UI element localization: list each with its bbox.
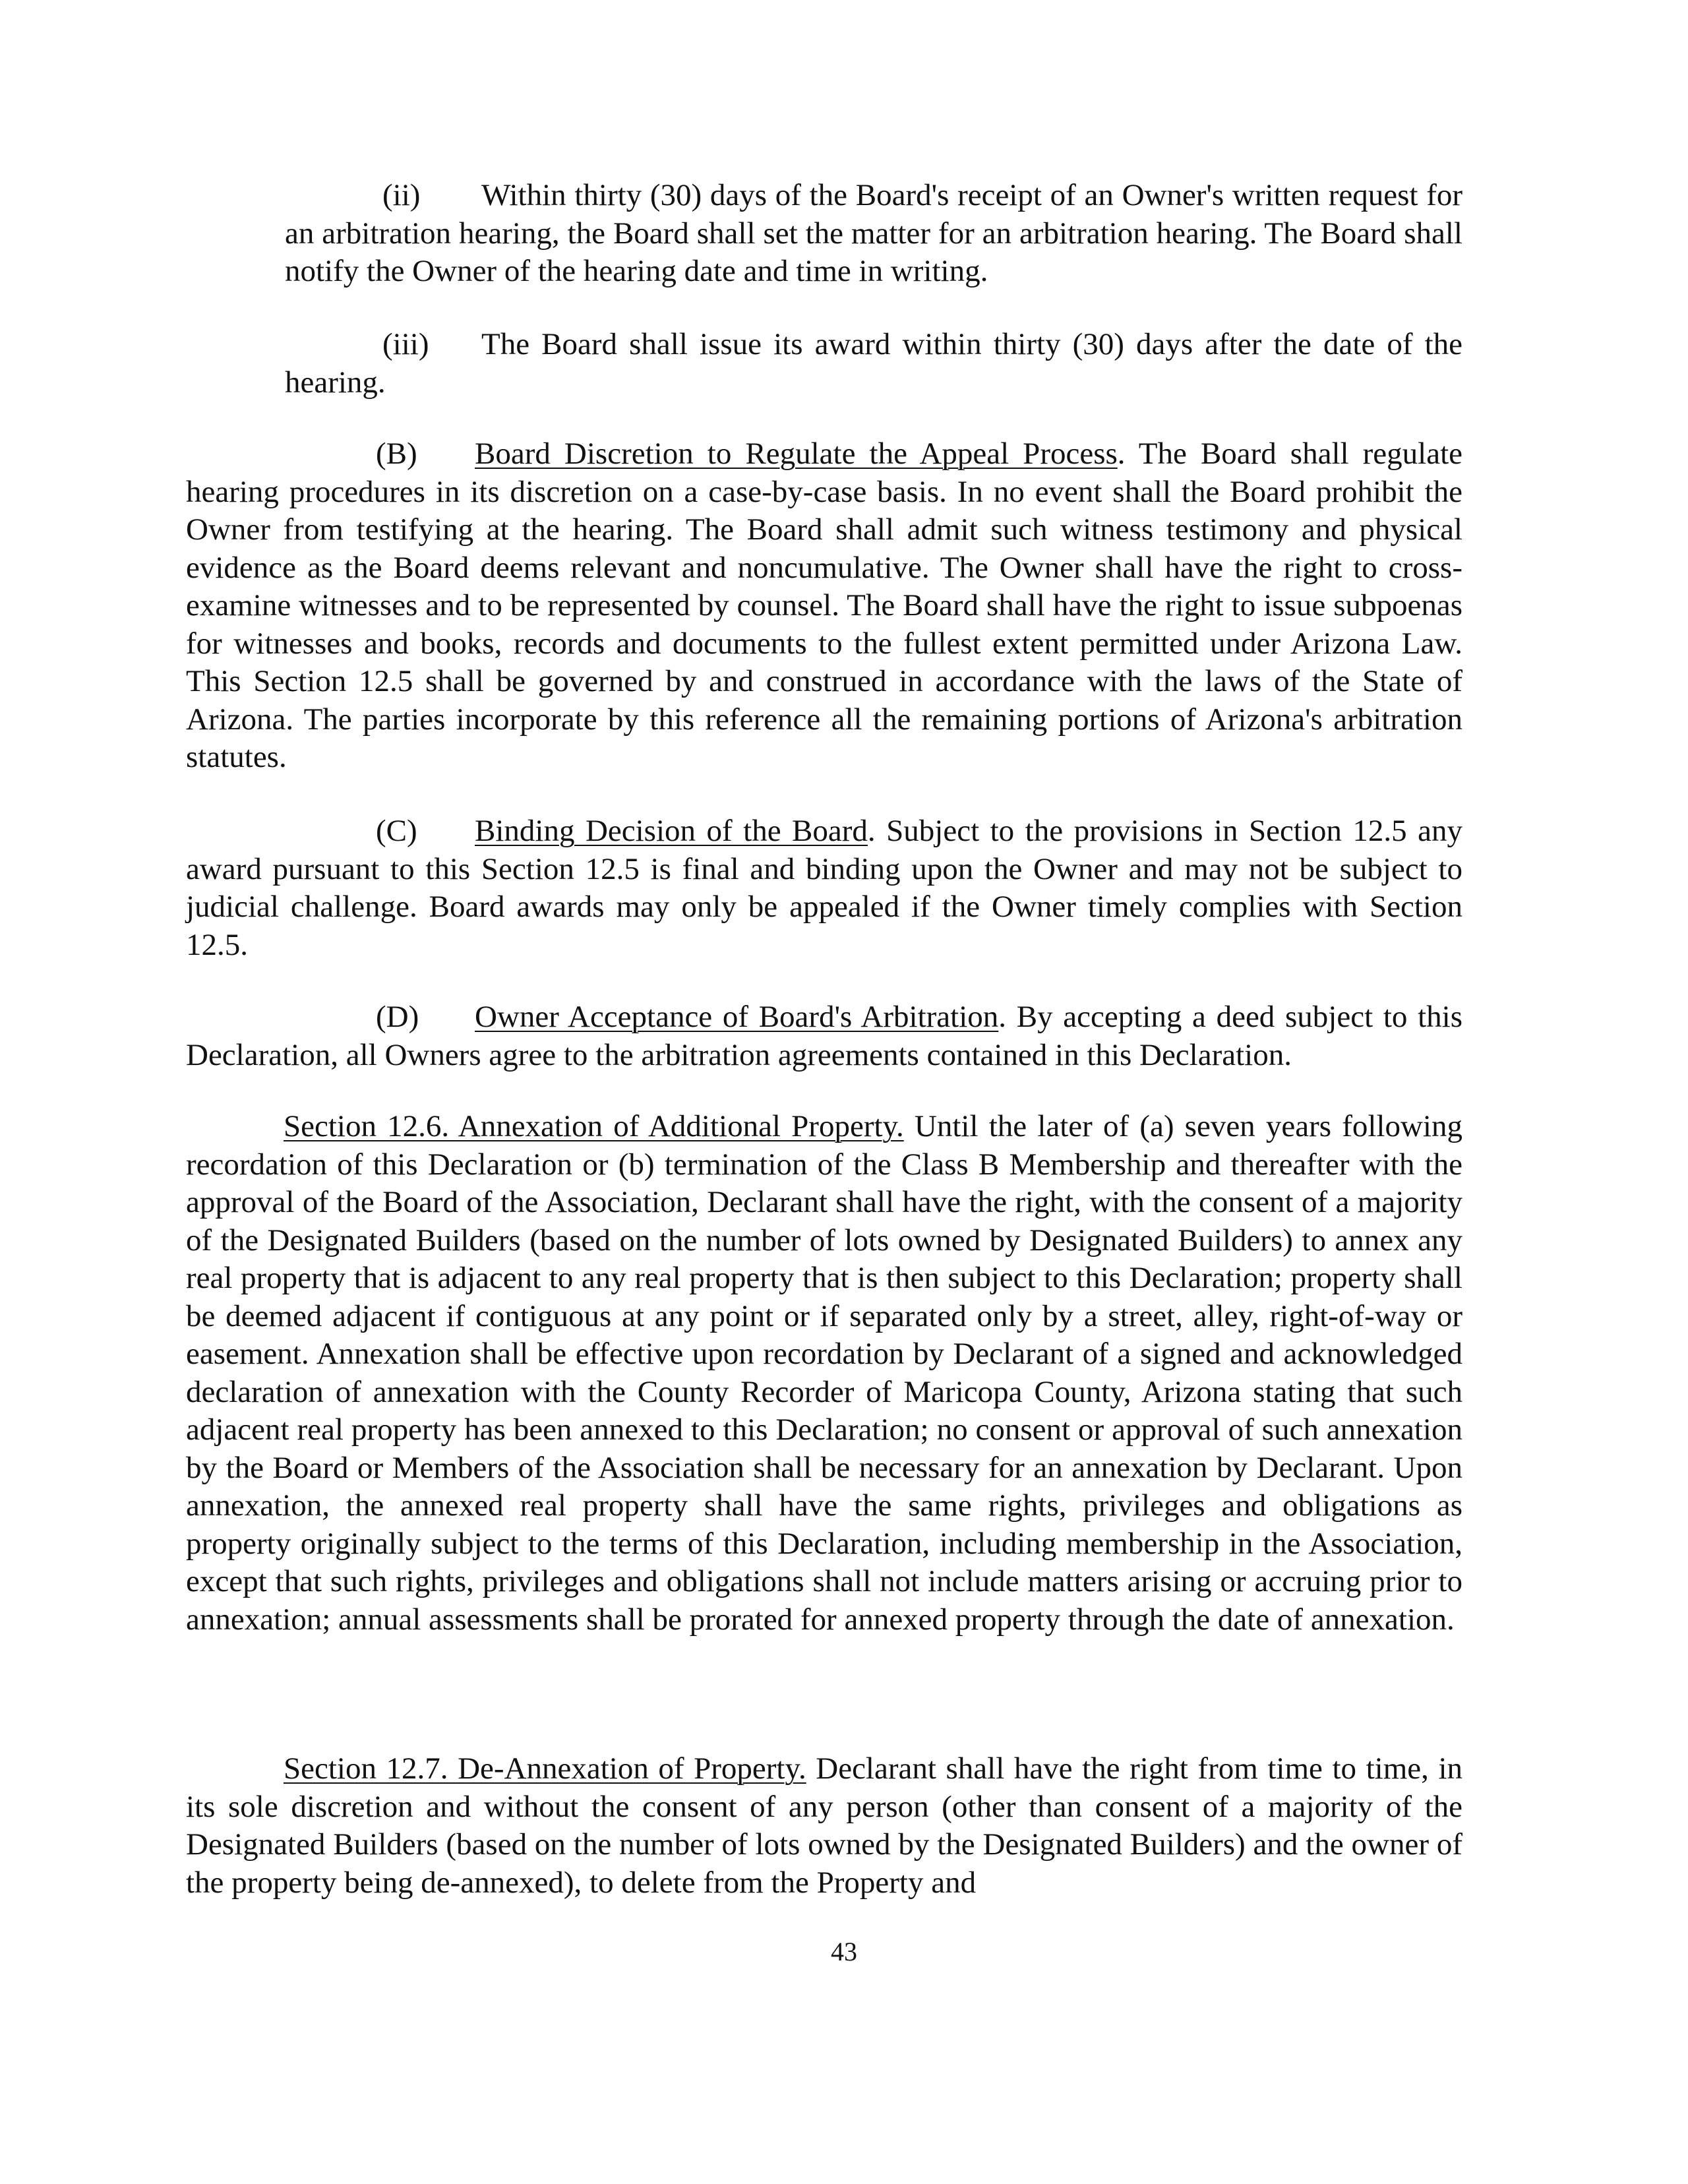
- paragraph-ii: [285, 177, 1462, 291]
- paragraph-text: The Board shall issue its award within thirty (30) days after the date of the hearing.: [285, 327, 1462, 400]
- paragraph-label: (D): [376, 1000, 419, 1034]
- section-text: Until the later of (a) seven years following recordation of this Declaration or (b) termination of the Class B Membership and thereafter with the approval of the Board of the Association, Declarant shall have the right, with the consent of a majority of the Designated Builders (based on the number of lots owned by Designated Builders) to annex any real property that is adjacent to any real property that is then subject to this Declaration; property shall be deemed adjacent if contiguous at any point or if separated only by a street, alley, right-of-way or easement. Annexation shall be effective upon recordation by Declarant of a signed and acknowledged declaration of annexation with the County Recorder of Maricopa County, Arizona stating that such adjacent real property has been annexed to this Declaration; no consent or approval of such annexation by the Board or Members of the Association shall be necessary for an annexation by Declarant. Upon annexation, the annexed real property shall have the same rights, privileges and obligations as property originally subject to the terms of this Declaration, including membership in the Association, except that such rights, privileges and obligations shall not include matters arising or accruing prior to annexation; annual assessments shall be prorated for annexed property through the date of annexation.: [186, 1109, 1462, 1637]
- paragraph-text: . The Board shall regulate hearing procedures in its discretion on a case-by-case basis. In no event shall the Board prohibit the Owner from testifying at the hearing. The Board shall admit such witness testimony and physical evidence as the Board deems relevant and noncumulative. The Owner shall have the right to cross-examine witnesses and to be represented by counsel. The Board shall have the right to issue subpoenas for witnesses and books, records and documents to the fullest extent permitted under Arizona Law. This Section 12.5 shall be governed by and construed in accordance with the laws of the State of Arizona. The parties incorporate by this reference all the remaining portions of Arizona's arbitration statutes.: [186, 437, 1462, 774]
- paragraph-d: [186, 998, 1462, 1074]
- paragraph-label: (B): [376, 437, 417, 471]
- section-heading: Section 12.6. Annexation of Additional Property.: [284, 1109, 904, 1143]
- paragraph-heading: Board Discretion to Regulate the Appeal Process: [475, 437, 1118, 471]
- paragraph-label: (C): [376, 814, 417, 848]
- page-number: 43: [831, 1937, 857, 1966]
- section-12-6: [186, 1108, 1462, 1639]
- section-12-7: [186, 1750, 1462, 1902]
- paragraph-text: . By accepting a deed subject to this Declaration, all Owners agree to the arbitration agreements contained in this Declaration.: [186, 1000, 1462, 1072]
- paragraph-text: . Subject to the provisions in Section 12.5 any award pursuant to this Section 12.5 is final and binding upon the Owner and may not be subject to judicial challenge. Board awards may only be appealed if the Owner timely complies with Section 12.5.: [186, 814, 1463, 962]
- paragraph-b: [186, 435, 1462, 777]
- paragraph-text: Within thirty (30) days of the Board's receipt of an Owner's written request for an arbitration hearing, the Board shall set the matter for an arbitration hearing. The Board shall notify the Owner of the hearing date and time in writing.: [285, 178, 1462, 288]
- section-heading: Section 12.7. De-Annexation of Property.: [284, 1751, 806, 1786]
- paragraph-label: (iii): [382, 327, 429, 361]
- paragraph-heading: Binding Decision of the Board: [475, 814, 868, 848]
- paragraph-iii: [285, 326, 1462, 402]
- paragraph-label: (ii): [382, 178, 421, 212]
- paragraph-heading: Owner Acceptance of Board's Arbitration: [475, 1000, 999, 1034]
- section-text: Declarant shall have the right from time to time, in its sole discretion and without the consent of any person (other than consent of a majority of the Designated Builders (based on the number of lots owned by the Designated Builders) and the owner of the property being de-annexed), to delete from the Property and: [186, 1751, 1462, 1900]
- paragraph-c: [186, 812, 1462, 964]
